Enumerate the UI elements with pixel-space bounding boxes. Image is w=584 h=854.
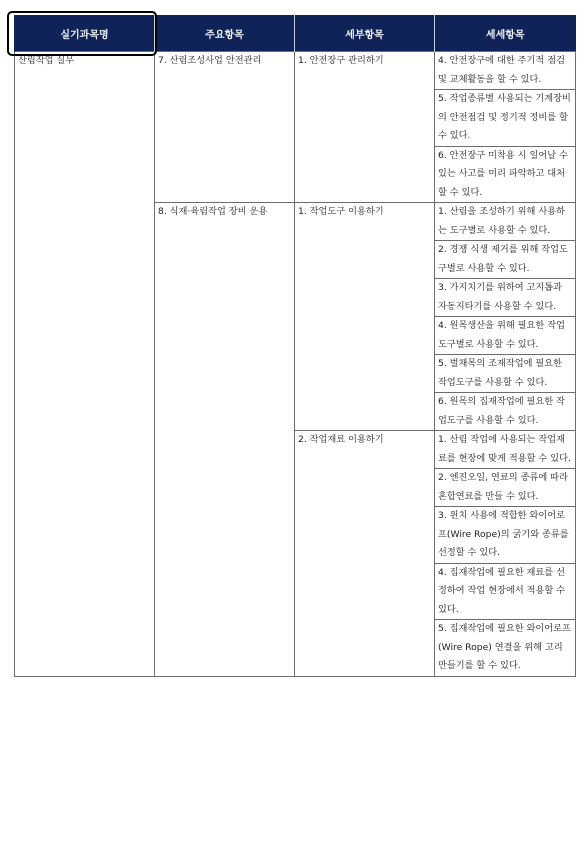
- detail-cell: 5. 벌채목의 조재작업에 필요한 작업도구를 사용할 수 있다.: [435, 355, 576, 393]
- sub-item-cell: 1. 안전장구 관리하기: [295, 52, 435, 203]
- main-item-cell: 7. 산림조성사업 안전관리: [155, 52, 295, 203]
- detail-cell: 3. 가지치기를 위하여 고지톱과 자동지타기를 사용할 수 있다.: [435, 279, 576, 317]
- sub-item-cell: 1. 작업도구 이용하기: [295, 203, 435, 431]
- detail-cell: 3. 윈치 사용에 적합한 와이어로프(Wire Rope)의 굵기와 종류를 선정할 수 있다.: [435, 507, 576, 564]
- detail-cell: 4. 집재작업에 필요한 재료를 선정하여 작업 현장에서 적용할 수 있다.: [435, 563, 576, 620]
- detail-cell: 1. 산림을 조성하기 위해 사용하는 도구별로 사용할 수 있다.: [435, 203, 576, 241]
- detail-cell: 4. 원목생산을 위해 필요한 작업도구별로 사용할 수 있다.: [435, 317, 576, 355]
- header-detail-item: 세세항목: [435, 15, 576, 52]
- header-subject: 실기과목명: [15, 15, 155, 52]
- main-item-cell: 8. 식재·육림작업 장비 운용: [155, 203, 295, 677]
- subject-cell: 산림작업 실무: [15, 52, 155, 677]
- detail-cell: 2. 경쟁 식생 제거를 위해 작업도구별로 사용할 수 있다.: [435, 241, 576, 279]
- detail-cell: 6. 원목의 집재작업에 필요한 작업도구를 사용할 수 있다.: [435, 393, 576, 431]
- curriculum-table: [14, 15, 576, 677]
- detail-cell: 5. 작업종류별 사용되는 기계장비의 안전점검 및 정기적 정비를 할 수 있다.: [435, 90, 576, 147]
- detail-cell: 6. 안전장구 미착용 시 일어날 수 있는 사고를 미리 파악하고 대처할 수 있다.: [435, 146, 576, 203]
- header-main-item: 주요항목: [155, 15, 295, 52]
- highlight-box: [7, 11, 157, 56]
- detail-cell: 1. 산림 작업에 사용되는 작업재료를 현장에 맞게 적용할 수 있다.: [435, 431, 576, 469]
- sub-item-cell: 2. 작업재료 이용하기: [295, 431, 435, 677]
- detail-cell: 5. 집재작업에 필요한 와이어로프(Wire Rope) 연결을 위해 고리 만들기를 할 수 있다.: [435, 620, 576, 677]
- detail-cell: 2. 엔진오일, 연료의 종류에 따라 혼합연료를 만들 수 있다.: [435, 469, 576, 507]
- table-row: [15, 52, 576, 90]
- header-sub-item: 세부항목: [295, 15, 435, 52]
- detail-cell: 4. 안전장구에 대한 주기적 점검 및 교체활동을 할 수 있다.: [435, 52, 576, 90]
